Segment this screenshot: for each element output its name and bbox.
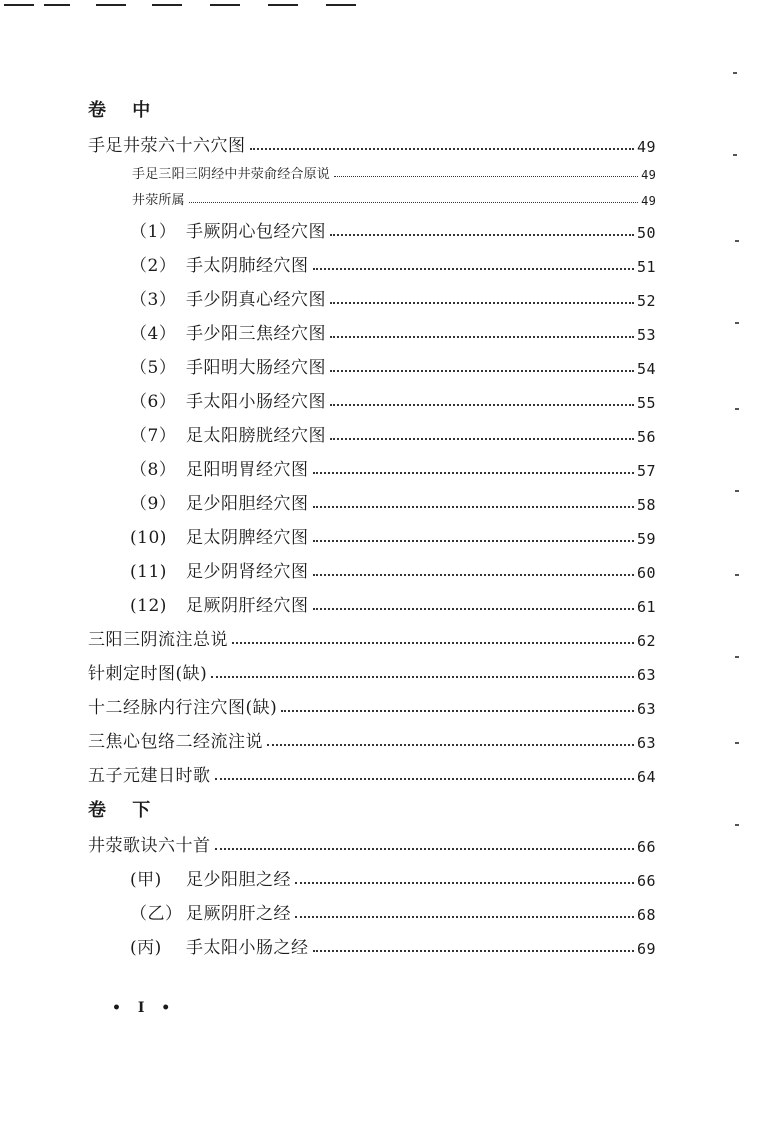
- margin-speck: [733, 154, 737, 156]
- entry-number: （6）: [130, 392, 177, 412]
- toc-entry[interactable]: [88, 856, 656, 890]
- entry-title: 针刺定时图(缺): [88, 664, 208, 684]
- dot-leader: [313, 574, 634, 576]
- dot-leader: [267, 744, 634, 746]
- entry-page-number: 49: [641, 168, 656, 182]
- toc-entry[interactable]: [88, 208, 656, 242]
- toc-entry[interactable]: [88, 548, 656, 582]
- entry-page-number: 53: [636, 326, 656, 344]
- toc-entry[interactable]: [88, 182, 656, 208]
- dot-leader: [313, 472, 634, 474]
- entry-title: 井荥所属: [132, 193, 185, 208]
- toc-entry[interactable]: [88, 480, 656, 514]
- toc-entry[interactable]: [88, 924, 656, 958]
- entry-title: 足阳明胃经穴图: [186, 460, 309, 480]
- entry-page-number: 60: [636, 564, 656, 582]
- dot-leader: [330, 234, 634, 236]
- dot-leader: [215, 848, 634, 850]
- margin-speck: [735, 490, 739, 492]
- margin-speck: [735, 742, 739, 744]
- toc-entry[interactable]: [88, 752, 656, 786]
- entry-page-number: 69: [636, 940, 656, 958]
- entry-page-number: 64: [636, 768, 656, 786]
- entry-page-number: 57: [636, 462, 656, 480]
- toc-entry[interactable]: [88, 718, 656, 752]
- dot-leader: [330, 404, 634, 406]
- dot-leader: [313, 506, 634, 508]
- entry-page-number: 51: [636, 258, 656, 276]
- entry-page-number: 63: [636, 666, 656, 684]
- toc-entry[interactable]: [88, 616, 656, 650]
- toc-entry[interactable]: [88, 822, 656, 856]
- entry-number: (丙): [130, 938, 162, 958]
- entry-number: （9）: [130, 494, 177, 514]
- margin-speck: [735, 408, 739, 410]
- toc-entry[interactable]: [88, 156, 656, 182]
- entry-page-number: 63: [636, 700, 656, 718]
- entry-title: 足太阴脾经穴图: [186, 528, 309, 548]
- entry-number: (11): [130, 562, 167, 582]
- dot-leader: [330, 438, 634, 440]
- dot-leader: [330, 370, 634, 372]
- margin-speck: [735, 824, 739, 826]
- toc-entry[interactable]: [88, 446, 656, 480]
- entry-page-number: 54: [636, 360, 656, 378]
- entry-title: 五子元建日时歌: [88, 766, 211, 786]
- entry-title: 井荥歌诀六十首: [88, 836, 211, 856]
- entry-page-number: 68: [636, 906, 656, 924]
- toc-entry[interactable]: [88, 242, 656, 276]
- toc-entry[interactable]: [88, 684, 656, 718]
- entry-number: （2）: [130, 256, 177, 276]
- dot-leader: [250, 148, 634, 150]
- margin-speck: [735, 656, 739, 658]
- entry-title: 手太阴肺经穴图: [186, 256, 309, 276]
- dot-leader: [313, 268, 634, 270]
- entry-page-number: 66: [636, 872, 656, 890]
- dot-leader: [334, 176, 638, 177]
- entry-title: 手少阴真心经穴图: [186, 290, 326, 310]
- entry-page-number: 58: [636, 496, 656, 514]
- entry-number: （1）: [130, 222, 177, 242]
- entry-title: 手太阳小肠经穴图: [186, 392, 326, 412]
- toc-entry[interactable]: [88, 582, 656, 616]
- dot-leader: [313, 540, 634, 542]
- entry-number: （8）: [130, 460, 177, 480]
- dot-leader: [313, 950, 634, 952]
- dot-leader: [232, 642, 634, 644]
- entry-page-number: 59: [636, 530, 656, 548]
- margin-speck: [735, 574, 739, 576]
- margin-speck: [735, 240, 739, 242]
- entry-title: 手少阳三焦经穴图: [186, 324, 326, 344]
- entry-title: 手阳明大肠经穴图: [186, 358, 326, 378]
- entry-page-number: 55: [636, 394, 656, 412]
- entry-page-number: 50: [636, 224, 656, 242]
- entry-number: （7）: [130, 426, 177, 446]
- top-rule: [0, 0, 758, 8]
- entry-title: 足少阳胆之经: [186, 870, 291, 890]
- toc-entry[interactable]: [88, 890, 656, 924]
- entry-number: （4）: [130, 324, 177, 344]
- entry-page-number: 52: [636, 292, 656, 310]
- margin-speck: [735, 322, 739, 324]
- entry-title: 手太阳小肠之经: [186, 938, 309, 958]
- dot-leader: [313, 608, 634, 610]
- margin-speck: [733, 72, 737, 74]
- toc-entry[interactable]: [88, 276, 656, 310]
- volume-heading: 卷 中: [88, 100, 161, 121]
- entry-title: 足少阴肾经穴图: [186, 562, 309, 582]
- entry-title: 足厥阴肝之经: [186, 904, 291, 924]
- dot-leader: [189, 202, 638, 203]
- entry-title: 手足井荥六十六穴图: [88, 136, 246, 156]
- toc-entry[interactable]: [88, 122, 656, 156]
- entry-page-number: 56: [636, 428, 656, 446]
- volume-heading: 卷 下: [88, 800, 161, 821]
- toc-entry[interactable]: [88, 412, 656, 446]
- entry-title: 手厥阴心包经穴图: [186, 222, 326, 242]
- dot-leader: [295, 916, 634, 918]
- entry-page-number: 62: [636, 632, 656, 650]
- entry-page-number: 49: [641, 194, 656, 208]
- dot-leader: [330, 336, 634, 338]
- toc-entry[interactable]: [88, 310, 656, 344]
- toc-entry[interactable]: [88, 344, 656, 378]
- entry-title: 足太阳膀胱经穴图: [186, 426, 326, 446]
- entry-title: 足少阳胆经穴图: [186, 494, 309, 514]
- entry-page-number: 61: [636, 598, 656, 616]
- entry-title: 三焦心包络二经流注说: [88, 732, 263, 752]
- toc-entry[interactable]: [88, 650, 656, 684]
- dot-leader: [281, 710, 634, 712]
- dot-leader: [330, 302, 634, 304]
- dot-leader: [295, 882, 634, 884]
- entry-title: 手足三阳三阴经中井荥俞经合原说: [132, 167, 331, 182]
- toc-entry[interactable]: [88, 378, 656, 412]
- dot-leader: [211, 676, 634, 678]
- entry-number: (12): [130, 596, 167, 616]
- toc-entry[interactable]: [88, 514, 656, 548]
- entry-page-number: 63: [636, 734, 656, 752]
- entry-number: （乙）: [130, 904, 183, 924]
- entry-page-number: 49: [636, 138, 656, 156]
- entry-title: 三阳三阴流注总说: [88, 630, 228, 650]
- entry-title: 足厥阴肝经穴图: [186, 596, 309, 616]
- page-folio: • I •: [112, 1000, 177, 1016]
- entry-number: (10): [130, 528, 167, 548]
- table-of-contents: [88, 86, 656, 958]
- entry-number: (甲): [130, 870, 162, 890]
- entry-title: 十二经脉内行注穴图(缺): [88, 698, 278, 718]
- entry-page-number: 66: [636, 838, 656, 856]
- dot-leader: [215, 778, 634, 780]
- entry-number: （3）: [130, 290, 177, 310]
- entry-number: （5）: [130, 358, 177, 378]
